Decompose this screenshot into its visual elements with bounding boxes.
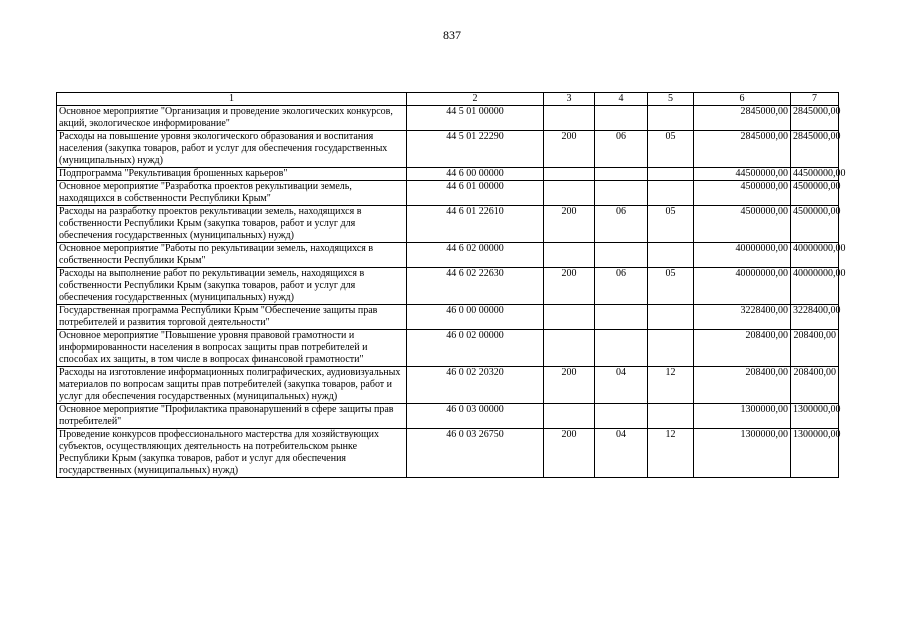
- expense-type-cell: 200: [544, 131, 595, 168]
- amount-cell: 2845000,00: [791, 106, 839, 131]
- amount-cell: 208400,00: [791, 367, 839, 404]
- item-name-cell: Основное мероприятие "Организация и проведение экологических конкурсов, акций, экологическое информирование": [57, 106, 407, 131]
- target-article-cell: 44 6 02 22630: [407, 268, 544, 305]
- table-row: [57, 268, 839, 305]
- item-name-cell: Расходы на повышение уровня экологического образования и воспитания населения (закупка товаров, работ и услуг для обеспечения государственных (муниципальных) нужд): [57, 131, 407, 168]
- column-header: 7: [791, 93, 839, 106]
- target-article-cell: 44 6 01 22610: [407, 206, 544, 243]
- subsection-cell: [648, 106, 694, 131]
- amount-cell: 1300000,00: [791, 404, 839, 429]
- table-row: [57, 367, 839, 404]
- section-cell: 06: [595, 131, 648, 168]
- section-cell: 04: [595, 367, 648, 404]
- table-body: [57, 106, 846, 478]
- expense-type-cell: 200: [544, 268, 595, 305]
- amount-cell: 40000000,00: [791, 268, 839, 305]
- target-article-cell: 44 5 01 22290: [407, 131, 544, 168]
- target-article-cell: 46 0 02 20320: [407, 367, 544, 404]
- subsection-cell: [648, 181, 694, 206]
- amount-cell: 3228400,00: [694, 305, 791, 330]
- amount-cell: 1300000,00: [791, 429, 839, 478]
- amount-cell: 44500000,00: [791, 168, 839, 181]
- table-row: [57, 305, 839, 330]
- item-name-cell: Подпрограмма "Рекультивация брошенных карьеров": [57, 168, 407, 181]
- item-name-cell: Государственная программа Республики Крым "Обеспечение защиты прав потребителей и развития торговой деятельности": [57, 305, 407, 330]
- amount-cell: 4500000,00: [694, 206, 791, 243]
- column-header: 6: [694, 93, 791, 106]
- section-cell: [595, 168, 648, 181]
- page-number: 837: [443, 28, 461, 42]
- amount-cell: 1300000,00: [694, 404, 791, 429]
- amount-cell: 4500000,00: [694, 181, 791, 206]
- amount-cell: 208400,00: [694, 367, 791, 404]
- subsection-cell: [648, 243, 694, 268]
- table-row: [57, 429, 839, 478]
- subsection-cell: [648, 404, 694, 429]
- amount-cell: 40000000,00: [694, 268, 791, 305]
- table-row: [57, 168, 839, 181]
- amount-cell: 208400,00: [694, 330, 791, 367]
- table-row: [57, 206, 839, 243]
- expense-type-cell: [544, 106, 595, 131]
- expense-type-cell: [544, 330, 595, 367]
- target-article-cell: 46 0 03 26750: [407, 429, 544, 478]
- amount-cell: 40000000,00: [791, 243, 839, 268]
- section-cell: [595, 243, 648, 268]
- amount-cell: 2845000,00: [694, 131, 791, 168]
- section-cell: [595, 330, 648, 367]
- item-name-cell: Основное мероприятие "Профилактика правонарушений в сфере защиты прав потребителей": [57, 404, 407, 429]
- item-name-cell: Основное мероприятие "Разработка проектов рекультивации земель, находящихся в собственности Республики Крым": [57, 181, 407, 206]
- column-header: 2: [407, 93, 544, 106]
- amount-cell: 1300000,00: [694, 429, 791, 478]
- amount-cell: 2845000,00: [694, 106, 791, 131]
- target-article-cell: 44 6 00 00000: [407, 168, 544, 181]
- section-cell: 06: [595, 268, 648, 305]
- subsection-cell: 12: [648, 367, 694, 404]
- expense-type-cell: 200: [544, 206, 595, 243]
- subsection-cell: 05: [648, 268, 694, 305]
- target-article-cell: 44 6 02 00000: [407, 243, 544, 268]
- column-header: 5: [648, 93, 694, 106]
- subsection-cell: 12: [648, 429, 694, 478]
- table-row: [57, 106, 839, 131]
- table-row: [57, 330, 839, 367]
- item-name-cell: Расходы на разработку проектов рекультивации земель, находящихся в собственности Республики Крым (закупка товаров, работ и услуг для обеспечения государственных (муниципальных) нужд): [57, 206, 407, 243]
- expense-type-cell: [544, 243, 595, 268]
- amount-cell: 44500000,00: [694, 168, 791, 181]
- column-header: 3: [544, 93, 595, 106]
- table-row: [57, 131, 839, 168]
- expense-type-cell: [544, 305, 595, 330]
- table-row: [57, 181, 839, 206]
- amount-cell: 208400,00: [791, 330, 839, 367]
- column-header: 1: [57, 93, 407, 106]
- subsection-cell: [648, 330, 694, 367]
- item-name-cell: Проведение конкурсов профессионального мастерства для хозяйствующих субъектов, осуществляющих деятельность на потребительском рынке Республики Крым (закупка товаров, работ и услуг для обеспечения государственных (муниципальных) нужд): [57, 429, 407, 478]
- item-name-cell: Основное мероприятие "Работы по рекультивации земель, находящихся в собственности Республики Крым": [57, 243, 407, 268]
- section-cell: 06: [595, 206, 648, 243]
- amount-cell: 2845000,00: [791, 131, 839, 168]
- budget-table: [56, 92, 846, 478]
- target-article-cell: 46 0 03 00000: [407, 404, 544, 429]
- amount-cell: 40000000,00: [694, 243, 791, 268]
- amount-cell: 3228400,00: [791, 305, 839, 330]
- section-cell: [595, 181, 648, 206]
- table-row: [57, 243, 839, 268]
- target-article-cell: 44 6 01 00000: [407, 181, 544, 206]
- header-row: [57, 93, 839, 106]
- amount-cell: 4500000,00: [791, 181, 839, 206]
- section-cell: [595, 305, 648, 330]
- table-row: [57, 404, 839, 429]
- subsection-cell: 05: [648, 206, 694, 243]
- target-article-cell: 46 0 00 00000: [407, 305, 544, 330]
- subsection-cell: [648, 168, 694, 181]
- expense-type-cell: 200: [544, 429, 595, 478]
- expense-type-cell: [544, 404, 595, 429]
- expense-type-cell: [544, 181, 595, 206]
- item-name-cell: Расходы на выполнение работ по рекультивации земель, находящихся в собственности Республики Крым (закупка товаров, работ и услуг для обеспечения государственных (муниципальных) нужд): [57, 268, 407, 305]
- expense-type-cell: [544, 168, 595, 181]
- expense-type-cell: 200: [544, 367, 595, 404]
- amount-cell: 4500000,00: [791, 206, 839, 243]
- column-header: 4: [595, 93, 648, 106]
- target-article-cell: 44 5 01 00000: [407, 106, 544, 131]
- section-cell: 04: [595, 429, 648, 478]
- subsection-cell: [648, 305, 694, 330]
- section-cell: [595, 106, 648, 131]
- subsection-cell: 05: [648, 131, 694, 168]
- item-name-cell: Основное мероприятие "Повышение уровня правовой грамотности и информированности населения в вопросах защиты прав потребителей и способах их защиты, в том числе в вопросах финансовой грамотности": [57, 330, 407, 367]
- target-article-cell: 46 0 02 00000: [407, 330, 544, 367]
- item-name-cell: Расходы на изготовление информационных полиграфических, аудиовизуальных материалов по вопросам защиты прав потребителей (закупка товаров, работ и услуг для обеспечения государственных (муниципальных) нужд): [57, 367, 407, 404]
- section-cell: [595, 404, 648, 429]
